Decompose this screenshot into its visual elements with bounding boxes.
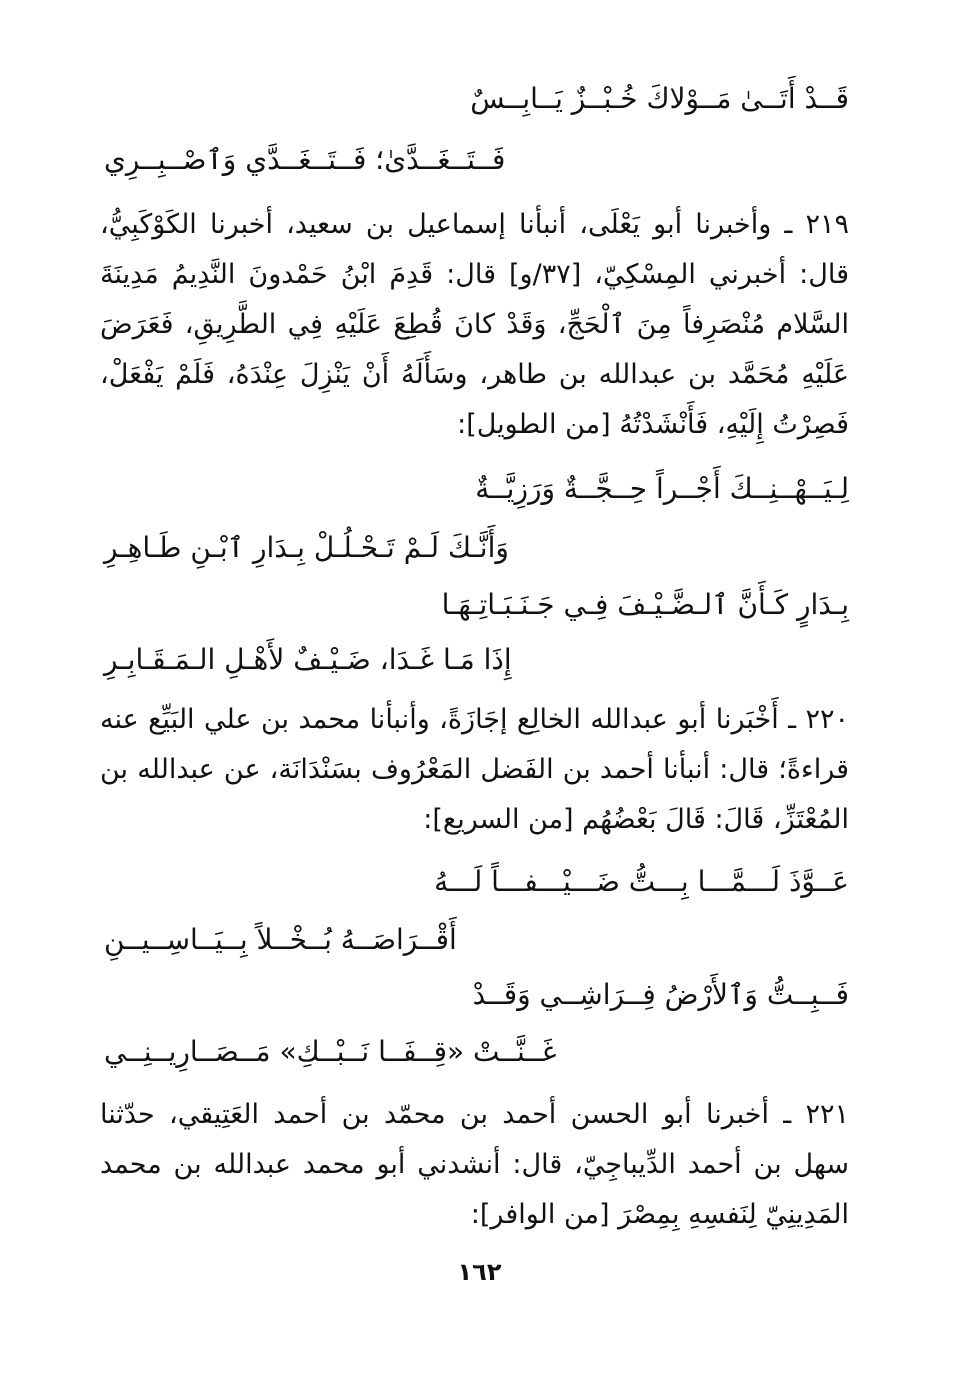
verse-line: فَــتَــغَــدَّىٰ؛ فَــتَــغَــدَّي وَٱصْــبِــرِي [104,143,506,176]
page-number: ١٦٢ [457,1258,502,1286]
verse-line: قَــدْ أَتَــىٰ مَــوْلاكَ خُـبْــزٌ يَــابِــسٌ [470,82,849,115]
verse-line: لِـيَــهْــنِــكَ أَجْــراً حِــجَّــةٌ وَرَزِيَّــةٌ [475,472,849,505]
verse-line: أَقْــرَاصَــهُ بُــخْــلاً بِــيَــاسِــيــنِ [104,923,457,956]
verse-line: فَــبِــتُّ وَٱلأَرْضُ فِــرَاشِــي وَقَــدْ [472,978,849,1011]
paragraph-220: ٢٢٠ ـ أَخْبَرنا أبو عبدالله الخالِع إجَازَةً، وأنبأنا محمد بن علي البَيِّع عنه قراءةً؛ قال: أنبأنا أحمد بن الفَضل المَعْرُوف بسَنْدَانَة، عن عبدالله بن المُعْتَزِّ، قَالَ: قَالَ بَعْضُهُم [من السريع]: [100,704,849,835]
verse-line: غَــنَّــتْ «قِــفَــا نَــبْــكِ» مَــصَــارِيــنِــي [104,1035,557,1068]
verse-line: عَــوَّذَ لَـــمَّـــا بِـــتُّ ضَـــيْـــفـــاً لَـــهُ [434,865,849,898]
paragraph-221: ٢٢١ ـ أخبرنا أبو الحسن أحمد بن محمّد بن أحمد العَتِيقي، حدّثنا سهل بن أحمد الدِّيباجِيّ، قال: أنشدني أبو محمد عبدالله بن محمد المَدِينِيّ لِنَفسِهِ بِمِصْرَ [من الوافر]: [100,1099,849,1230]
verse-line: إِذَا مَـا غَـدَا، ضَـيْـفٌ لأَهْـلِ الـمَـقَـابِـرِ [104,643,512,676]
paragraph-219: ٢١٩ ـ وأخبرنا أبو يَعْلَى، أنبأنا إسماعيل بن سعيد، أخبرنا الكَوْكَبِيُّ، قال: أخبرني المِسْكِيّ، [٣٧/و] قال: قَدِمَ ابْنُ حَمْدونَ النَّدِيمُ مَدِينَةَ السَّلام مُنْصَرِفاً مِنَ ٱلْحَجِّ، وَقَدْ كانَ قُطِعَ عَلَيْهِ فِي الطَّرِيقِ، فَعَرَضَ عَلَيْهِ مُحَمَّد بن عبدالله بن طاهر، وسَأَلَهُ أَنْ يَنْزِلَ عِنْدَهُ، فَلَمْ يَفْعَلْ، فَصِرْتُ إِلَيْهِ، فَأَنْشَدْتُهُ [من الطويل]: [100,209,849,440]
verse-line: بِـدَارٍ كَـأَنَّ ٱلـضَّـيْـفَ فِـي جَـنَـبَـاتِـهَـا [441,588,849,621]
verse-line: وَأَنَّـكَ لَـمْ تَـحْـلُـلْ بِـدَارِ ٱبْـنِ طَـاهِـرِ [104,531,509,564]
